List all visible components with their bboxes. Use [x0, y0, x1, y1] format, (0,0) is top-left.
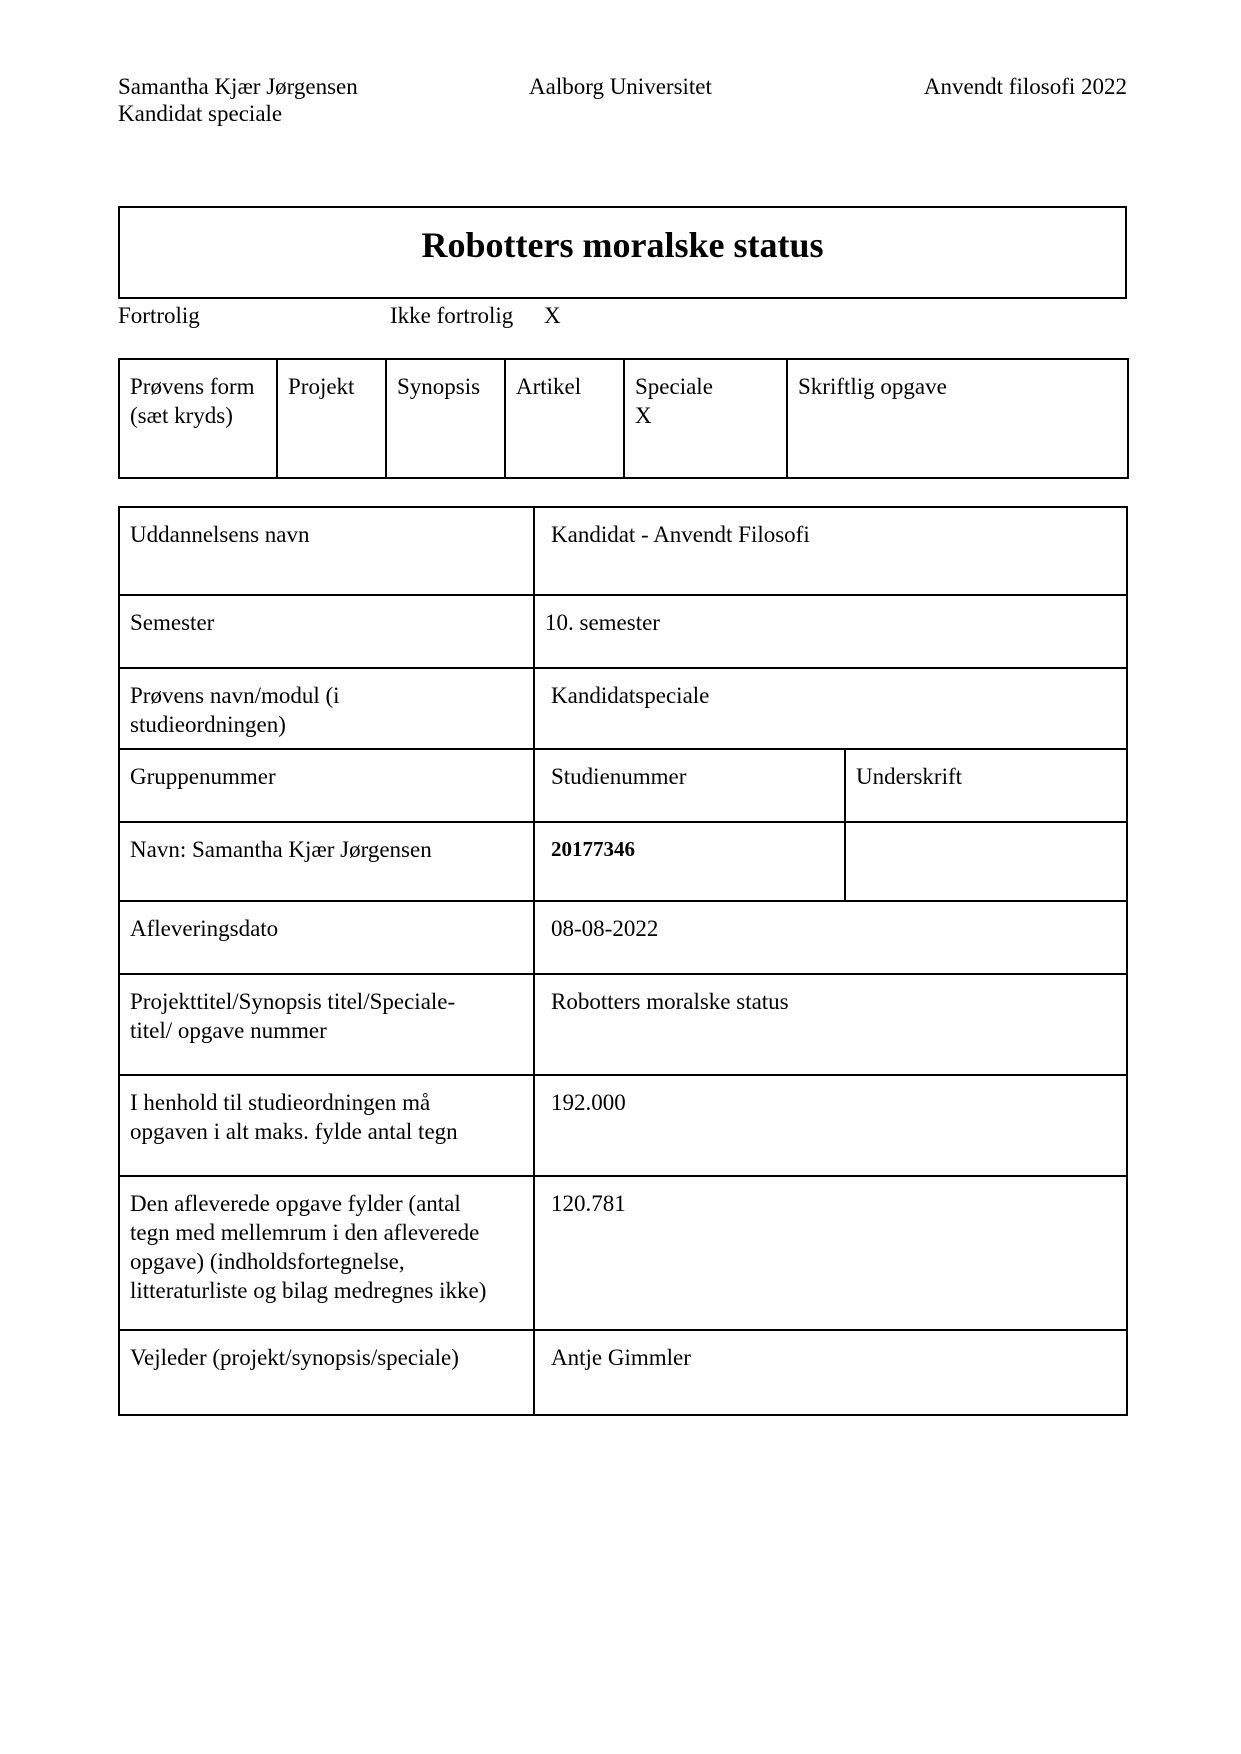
- header-author: Samantha Kjær Jørgensen: [118, 74, 358, 99]
- exam-form-option-skriftlig-opgave: [787, 359, 1128, 478]
- max-chars-value: 192.000: [534, 1075, 1127, 1176]
- option-label: Projekt: [288, 374, 355, 399]
- option-label: Synopsis: [397, 374, 481, 399]
- header-author-block: [118, 73, 358, 127]
- exam-form-option-synopsis: [386, 359, 505, 478]
- student-number-label: Studienummer: [534, 749, 845, 822]
- exam-form-table: [118, 358, 1129, 479]
- exam-form-row: [119, 359, 1128, 478]
- table-row: [119, 507, 1127, 595]
- project-title-label: Projekttitel/Synopsis titel/Speciale- titel/ opgave nummer: [119, 974, 534, 1075]
- supervisor-value: Antje Gimmler: [534, 1330, 1127, 1415]
- exam-form-option-artikel: [505, 359, 624, 478]
- confidential-label: Fortrolig: [118, 303, 200, 328]
- table-row: [119, 1075, 1127, 1176]
- title-box: [118, 206, 1127, 299]
- table-row: [119, 595, 1127, 668]
- group-label: Gruppenummer: [119, 749, 534, 822]
- option-mark: X: [635, 403, 652, 428]
- semester-value: 10. semester: [534, 595, 1127, 668]
- header-university: Aalborg Universitet: [529, 74, 712, 99]
- table-row: [119, 668, 1127, 749]
- max-chars-label: I henhold til studieordningen må opgaven i alt maks. fylde antal tegn: [119, 1075, 534, 1176]
- option-label: Skriftlig opgave: [798, 374, 947, 399]
- table-row: [119, 822, 1127, 901]
- exam-form-label: Prøvens form (sæt kryds): [119, 359, 277, 478]
- table-row: [119, 1330, 1127, 1415]
- student-number-value: 20177346: [534, 822, 845, 901]
- delivery-date-label: Afleveringsdato: [119, 901, 534, 974]
- name-label: Navn: Samantha Kjær Jørgensen: [119, 822, 534, 901]
- option-label: Artikel: [516, 374, 582, 399]
- not-confidential-mark: X: [544, 303, 561, 328]
- exam-form-option-projekt: [277, 359, 386, 478]
- education-label: Uddannelsens navn: [119, 507, 534, 595]
- actual-chars-label: Den afleverede opgave fylder (antal tegn med mellemrum i den afleverede opgave) (indholdsfortegnelse, litteraturliste og bilag medregnes ikke): [119, 1176, 534, 1330]
- delivery-date-value: 08-08-2022: [534, 901, 1127, 974]
- option-label: Speciale: [635, 374, 713, 399]
- header-subtitle: Kandidat speciale: [118, 101, 283, 126]
- education-value: Kandidat - Anvendt Filosofi: [534, 507, 1127, 595]
- signature-label: Underskrift: [845, 749, 1127, 822]
- table-row: [119, 974, 1127, 1075]
- info-table: [118, 506, 1128, 1416]
- semester-label: Semester: [119, 595, 534, 668]
- table-row: [119, 1176, 1127, 1330]
- signature-value: [845, 822, 1127, 901]
- exam-name-value: Kandidatspeciale: [534, 668, 1127, 749]
- table-row: [119, 901, 1127, 974]
- page-title: Robotters moralske status: [421, 225, 824, 265]
- header-program: Anvendt filosofi 2022: [923, 74, 1127, 99]
- exam-name-label: Prøvens navn/modul (i studieordningen): [119, 668, 534, 749]
- supervisor-label: Vejleder (projekt/synopsis/speciale): [119, 1330, 534, 1415]
- not-confidential-label: Ikke fortrolig: [390, 303, 514, 328]
- exam-form-option-speciale: [624, 359, 787, 478]
- table-row: [119, 749, 1127, 822]
- project-title-value: Robotters moralske status: [534, 974, 1127, 1075]
- actual-chars-value: 120.781: [534, 1176, 1127, 1330]
